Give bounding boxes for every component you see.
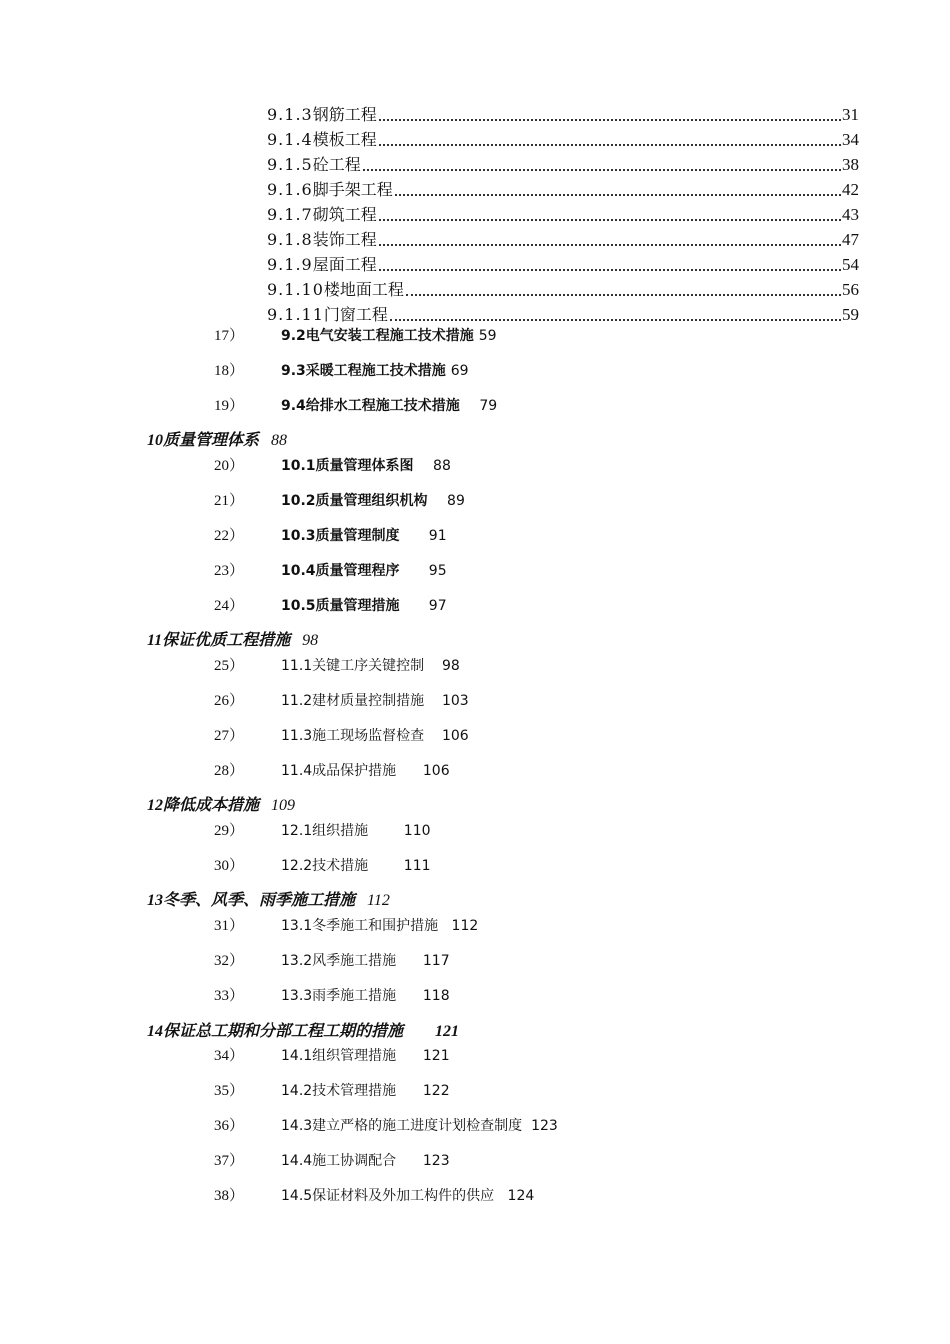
toc-entry[interactable]	[267, 176, 859, 200]
item-index: 30）	[214, 858, 245, 874]
toc-item[interactable]	[0, 985, 950, 1007]
toc-item[interactable]	[0, 1150, 950, 1172]
chapter-title: 14保证总工期和分部工程工期的措施	[147, 1023, 404, 1040]
entry-title: 装饰工程	[312, 230, 377, 249]
entry-page: 43	[842, 205, 859, 224]
item-title: 13.2风季施工措施	[281, 953, 397, 969]
chapter-page: 88	[271, 432, 288, 449]
item-page: 98	[441, 658, 460, 674]
item-title: 10.2质量管理组织机构	[281, 493, 428, 509]
item-index: 24）	[214, 598, 245, 614]
toc-entry[interactable]	[267, 226, 859, 250]
item-page: 69	[450, 363, 469, 379]
toc-item[interactable]	[0, 1185, 950, 1207]
item-page: 106	[422, 763, 450, 779]
toc-item[interactable]	[0, 490, 950, 512]
item-index: 32）	[214, 953, 245, 969]
item-page: 97	[428, 598, 447, 614]
item-title: 9.2电气安装工程施工技术措施	[281, 328, 474, 344]
item-page: 121	[422, 1048, 450, 1064]
dot-leader	[390, 319, 841, 321]
entry-number: 9.1.10	[267, 280, 324, 299]
entry-number: 9.1.3	[267, 105, 313, 124]
item-index: 25）	[214, 658, 245, 674]
item-title: 10.3质量管理制度	[281, 528, 400, 544]
toc-item[interactable]	[0, 950, 950, 972]
item-index: 18）	[214, 363, 245, 379]
item-page: 79	[479, 398, 498, 414]
toc-item[interactable]	[0, 560, 950, 582]
item-index: 20）	[214, 458, 245, 474]
item-title: 9.3采暖工程施工技术措施	[281, 363, 446, 379]
toc-item[interactable]	[0, 655, 950, 677]
item-title: 13.1冬季施工和围护措施	[281, 918, 439, 934]
toc-item[interactable]	[0, 525, 950, 547]
item-title: 13.3雨季施工措施	[281, 988, 397, 1004]
toc-item[interactable]	[0, 1080, 950, 1102]
entry-number: 9.1.4	[267, 130, 313, 149]
item-page: 112	[451, 918, 479, 934]
item-page: 123	[422, 1153, 450, 1169]
item-index: 28）	[214, 763, 245, 779]
entry-number: 9.1.8	[267, 230, 313, 249]
chapter-page: 121	[435, 1023, 460, 1040]
item-page: 106	[441, 728, 469, 744]
item-index: 17）	[214, 328, 245, 344]
item-index: 29）	[214, 823, 245, 839]
entry-number: 9.1.9	[267, 255, 313, 274]
chapter-heading[interactable]	[147, 1021, 459, 1043]
item-page: 118	[422, 988, 450, 1004]
item-title: 12.1组织措施	[281, 823, 369, 839]
item-title: 12.2技术措施	[281, 858, 369, 874]
dot-leader	[363, 169, 841, 171]
item-title: 11.2建材质量控制措施	[281, 693, 425, 709]
chapter-title: 13冬季、风季、雨季施工措施	[147, 892, 356, 909]
item-index: 31）	[214, 918, 245, 934]
entry-title: 门窗工程	[323, 305, 388, 324]
item-page: 117	[422, 953, 450, 969]
chapter-page: 112	[367, 892, 390, 909]
chapter-title: 11保证优质工程措施	[147, 632, 291, 649]
item-page: 111	[403, 858, 431, 874]
toc-item[interactable]	[0, 1115, 950, 1137]
entry-page: 34	[842, 130, 859, 149]
item-page: 88	[433, 458, 451, 474]
item-page: 91	[428, 528, 447, 544]
item-title: 10.5质量管理措施	[281, 598, 400, 614]
chapter-title: 12降低成本措施	[147, 797, 260, 814]
item-page: 123	[531, 1118, 558, 1134]
item-title: 11.3施工现场监督检查	[281, 728, 425, 744]
dot-leader	[406, 294, 841, 296]
entry-page: 38	[842, 155, 859, 174]
toc-entry[interactable]	[267, 101, 859, 125]
chapter-page: 98	[302, 632, 319, 649]
item-index: 26）	[214, 693, 245, 709]
item-page: 103	[441, 693, 469, 709]
item-index: 37）	[214, 1153, 245, 1169]
entry-title: 屋面工程	[312, 255, 377, 274]
item-title: 14.4施工协调配合	[281, 1153, 397, 1169]
item-index: 34）	[214, 1048, 245, 1064]
item-title: 14.5保证材料及外加工构件的供应	[281, 1188, 495, 1204]
item-index: 35）	[214, 1083, 245, 1099]
entry-number: 9.1.11	[267, 305, 324, 324]
item-title: 11.1关键工序关键控制	[281, 658, 425, 674]
item-page: 95	[428, 563, 447, 579]
toc-entry[interactable]	[267, 126, 859, 150]
dot-leader	[379, 269, 841, 271]
entry-number: 9.1.7	[267, 205, 313, 224]
item-index: 36）	[214, 1118, 245, 1134]
item-title: 14.2技术管理措施	[281, 1083, 397, 1099]
chapter-heading[interactable]	[147, 430, 287, 452]
toc-item[interactable]	[0, 855, 950, 877]
dot-leader	[379, 244, 841, 246]
toc-item[interactable]	[0, 455, 950, 477]
entry-title: 砼工程	[312, 155, 361, 174]
item-index: 23）	[214, 563, 245, 579]
item-page: 110	[403, 823, 431, 839]
item-title: 14.3建立严格的施工进度计划检查制度	[281, 1118, 523, 1134]
item-page: 124	[507, 1188, 535, 1204]
entry-page: 31	[842, 105, 859, 124]
toc-item[interactable]	[0, 760, 950, 782]
entry-page: 56	[842, 280, 859, 299]
item-title: 9.4给排水工程施工技术措施	[281, 398, 460, 414]
item-title: 14.1组织管理措施	[281, 1048, 397, 1064]
entry-title: 钢筋工程	[312, 105, 377, 124]
item-title: 10.4质量管理程序	[281, 563, 400, 579]
entry-page: 54	[842, 255, 859, 274]
item-index: 27）	[214, 728, 245, 744]
item-title: 10.1质量管理体系图	[281, 458, 414, 474]
entry-title: 脚手架工程	[312, 180, 393, 199]
item-page: 89	[447, 493, 465, 509]
entry-page: 59	[842, 305, 859, 324]
chapter-heading[interactable]	[147, 890, 390, 912]
toc-item[interactable]	[0, 325, 950, 347]
dot-leader	[395, 194, 841, 196]
toc-item[interactable]	[0, 915, 950, 937]
chapter-title: 10质量管理体系	[147, 432, 260, 449]
dot-leader	[379, 219, 841, 221]
toc-item[interactable]	[0, 395, 950, 417]
entry-title: 模板工程	[312, 130, 377, 149]
toc-entry[interactable]	[267, 201, 859, 225]
item-index: 21）	[214, 493, 245, 509]
entry-title: 砌筑工程	[312, 205, 377, 224]
toc-item[interactable]	[0, 725, 950, 747]
toc-item[interactable]	[0, 820, 950, 842]
toc-entry[interactable]	[267, 251, 859, 275]
item-index: 19）	[214, 398, 245, 414]
chapter-heading[interactable]	[147, 630, 318, 652]
chapter-heading[interactable]	[147, 795, 295, 817]
entry-page: 42	[842, 180, 859, 199]
dot-leader	[379, 119, 841, 121]
entry-number: 9.1.6	[267, 180, 313, 199]
dot-leader	[379, 144, 841, 146]
toc-item[interactable]	[0, 1045, 950, 1067]
chapter-page: 109	[271, 797, 296, 814]
entry-title: 楼地面工程	[323, 280, 404, 299]
item-index: 33）	[214, 988, 245, 1004]
toc-item[interactable]	[0, 360, 950, 382]
toc-entry[interactable]	[267, 301, 859, 325]
item-page: 59	[478, 328, 497, 344]
item-index: 38）	[214, 1188, 245, 1204]
toc-entry[interactable]	[267, 151, 859, 175]
item-page: 122	[422, 1083, 450, 1099]
toc-item[interactable]	[0, 595, 950, 617]
item-title: 11.4成品保护措施	[281, 763, 397, 779]
entry-page: 47	[842, 230, 859, 249]
toc-item[interactable]	[0, 690, 950, 712]
entry-number: 9.1.5	[267, 155, 313, 174]
item-index: 22）	[214, 528, 245, 544]
toc-entry[interactable]	[267, 276, 859, 300]
